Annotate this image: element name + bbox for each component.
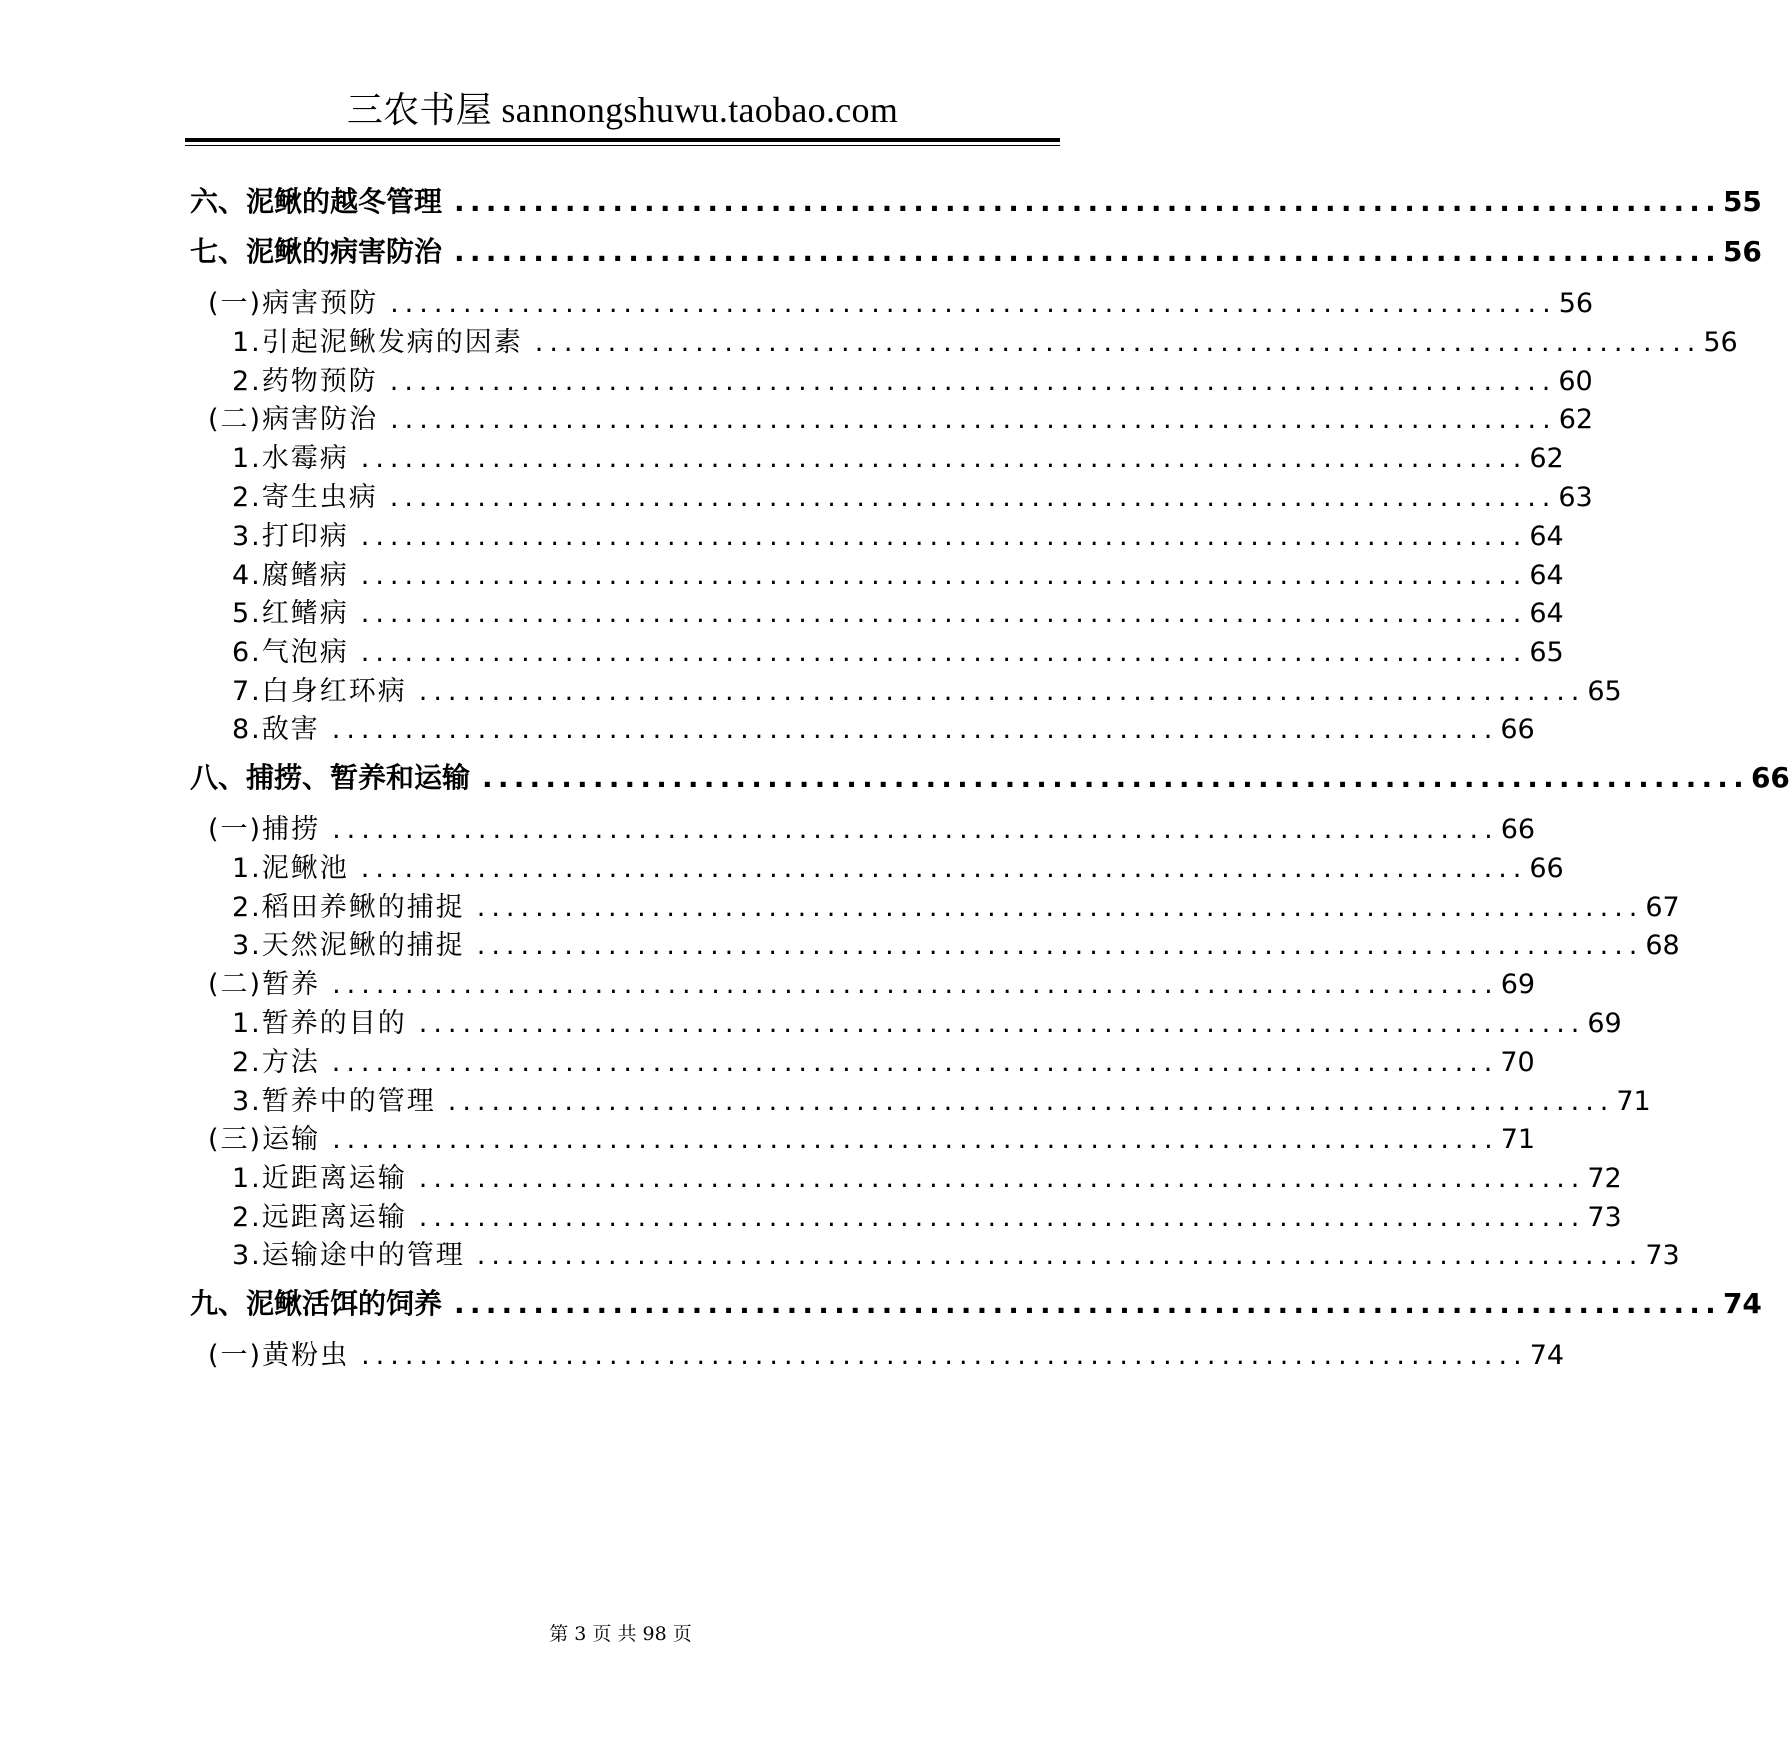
toc-entry-page: 63: [1558, 482, 1593, 513]
toc-entry-page: 66: [1750, 761, 1790, 794]
toc-entry-label: 1.水霉病: [232, 443, 349, 474]
toc-entry-label: 八、捕捞、暂养和运输: [190, 761, 471, 794]
toc-entry: [190, 230, 1762, 270]
toc-entry: [232, 630, 1564, 668]
toc-leader-dots: ................................................................................: [360, 637, 1528, 668]
toc-entry-page: 72: [1587, 1163, 1622, 1194]
toc-entry: [232, 923, 1680, 961]
toc-entry-label: (一)黄粉虫: [208, 1340, 350, 1371]
toc-leader-dots: ................................................................................: [360, 443, 1528, 474]
toc-leader-dots: ................................................................................: [476, 1240, 1644, 1271]
toc-entry: [232, 1001, 1622, 1039]
toc-entry: [208, 1333, 1565, 1371]
toc-leader-dots: ................................................................................: [389, 366, 1557, 397]
toc-entry: [190, 180, 1762, 220]
toc-entry-page: 67: [1645, 892, 1680, 923]
toc-entry-label: 1.近距离运输: [232, 1163, 407, 1194]
toc-leader-dots: ................................................................................: [476, 930, 1644, 961]
toc-entry-label: 2.药物预防: [232, 366, 378, 397]
toc-entry-label: 1.引起泥鳅发病的因素: [232, 327, 523, 358]
toc-leader-dots: ................................................................................: [418, 1202, 1586, 1233]
toc-entry-page: 73: [1587, 1202, 1622, 1233]
toc-entry: [232, 320, 1738, 358]
toc-leader-dots: ................................................................................: [390, 288, 1557, 319]
toc-leader-dots: ................................................................................: [360, 521, 1528, 552]
toc-entry-label: 2.寄生虫病: [232, 482, 378, 513]
toc-entry-page: 64: [1529, 521, 1564, 552]
toc-entry: [232, 591, 1564, 629]
toc-leader-dots: ................................................................................: [418, 1008, 1586, 1039]
toc-leader-dots: ................................................................................: [454, 1287, 1721, 1320]
toc-entry-label: 九、泥鳅活饵的饲养: [190, 1287, 443, 1320]
toc-leader-dots: ................................................................................: [454, 235, 1721, 268]
toc-entry: [190, 1282, 1762, 1322]
toc-entry: [208, 807, 1536, 845]
toc-entry-label: 3.天然泥鳅的捕捉: [232, 930, 465, 961]
toc-leader-dots: ................................................................................: [534, 327, 1702, 358]
toc-leader-dots: ................................................................................: [360, 560, 1528, 591]
toc-entry-label: 8.敌害: [232, 714, 320, 745]
page-footer: 第 3 页 共 98 页: [549, 1623, 692, 1645]
toc-entry-page: 66: [1500, 714, 1535, 745]
toc-entry: [208, 397, 1594, 435]
toc-entry-page: 66: [1529, 853, 1564, 884]
toc-entry: [232, 514, 1564, 552]
toc-entry: [232, 885, 1680, 923]
toc-entry-label: 3.运输途中的管理: [232, 1240, 465, 1271]
toc-entry: [232, 1040, 1535, 1078]
toc-entry-label: 1.泥鳅池: [232, 853, 349, 884]
toc-entry-label: 六、泥鳅的越冬管理: [190, 185, 443, 218]
toc-entry-label: 七、泥鳅的病害防治: [190, 235, 443, 268]
toc-entry-page: 62: [1558, 404, 1594, 435]
toc-leader-dots: ................................................................................: [332, 814, 1499, 845]
toc-entry: [232, 669, 1622, 707]
toc-leader-dots: ................................................................................: [454, 185, 1721, 218]
toc-entry-page: 56: [1703, 327, 1738, 358]
toc-entry-page: 69: [1587, 1008, 1622, 1039]
toc-leader-dots: ................................................................................: [476, 892, 1644, 923]
toc-entry-page: 55: [1722, 185, 1762, 218]
toc-entry-label: (一)捕捞: [208, 814, 321, 845]
toc-entry-label: 7.白身红环病: [232, 676, 407, 707]
toc-entry-page: 74: [1722, 1287, 1762, 1320]
toc-entry-label: 5.红鳍病: [232, 598, 349, 629]
toc-entry: [232, 1195, 1622, 1233]
toc-leader-dots: ................................................................................: [389, 482, 1557, 513]
toc-entry: [232, 553, 1564, 591]
toc-entry-page: 64: [1529, 598, 1564, 629]
toc-entry-page: 66: [1500, 814, 1536, 845]
toc-entry-page: 65: [1587, 676, 1622, 707]
toc-entry-label: 2.远距离运输: [232, 1202, 407, 1233]
toc-entry-label: 2.稻田养鳅的捕捉: [232, 892, 465, 923]
toc-leader-dots: ................................................................................: [331, 714, 1499, 745]
toc-leader-dots: ................................................................................: [482, 761, 1749, 794]
toc-entry-page: 62: [1529, 443, 1564, 474]
toc-entry: [208, 962, 1536, 1000]
toc-entry: [232, 846, 1564, 884]
toc-entry-page: 69: [1500, 969, 1536, 1000]
toc-leader-dots: ................................................................................: [447, 1086, 1615, 1117]
toc-entry-page: 64: [1529, 560, 1564, 591]
toc-entry-label: 2.方法: [232, 1047, 320, 1078]
toc-entry: [208, 1117, 1536, 1155]
toc-entry-page: 70: [1500, 1047, 1535, 1078]
toc-entry: [232, 1156, 1622, 1194]
toc-leader-dots: ................................................................................: [332, 1124, 1499, 1155]
toc-leader-dots: ................................................................................: [390, 404, 1557, 435]
toc-entry-page: 71: [1616, 1086, 1651, 1117]
toc-entry: [232, 475, 1593, 513]
toc-entry-label: 3.打印病: [232, 521, 349, 552]
toc-entry: [232, 436, 1564, 474]
toc-entry-label: (三)运输: [208, 1124, 321, 1155]
toc-entry-label: (二)病害防治: [208, 404, 379, 435]
toc-leader-dots: ................................................................................: [360, 853, 1528, 884]
toc-entry-page: 73: [1645, 1240, 1680, 1271]
toc-leader-dots: ................................................................................: [331, 1047, 1499, 1078]
toc-leader-dots: ................................................................................: [418, 1163, 1586, 1194]
toc-entry-page: 60: [1558, 366, 1593, 397]
toc-entry-label: 6.气泡病: [232, 637, 349, 668]
toc-entry-label: 1.暂养的目的: [232, 1008, 407, 1039]
toc-leader-dots: ................................................................................: [360, 598, 1528, 629]
toc-leader-dots: ................................................................................: [418, 676, 1586, 707]
toc-entry: [208, 281, 1594, 319]
toc-entry-page: 56: [1558, 288, 1594, 319]
toc-entry-label: (二)暂养: [208, 969, 321, 1000]
toc-entry-page: 68: [1645, 930, 1680, 961]
toc-entry: [232, 1079, 1651, 1117]
toc-entry-label: 4.腐鳍病: [232, 560, 349, 591]
toc-entry: [232, 359, 1593, 397]
toc-entry-page: 71: [1500, 1124, 1536, 1155]
toc-entry: [190, 756, 1790, 796]
toc-entry: [232, 707, 1535, 745]
toc-entry-label: (一)病害预防: [208, 288, 379, 319]
toc-entry-page: 56: [1722, 235, 1762, 268]
toc-entry: [232, 1233, 1680, 1271]
toc-entry-page: 65: [1529, 637, 1564, 668]
toc-leader-dots: ................................................................................: [361, 1340, 1528, 1371]
toc-entry-label: 3.暂养中的管理: [232, 1086, 436, 1117]
toc-entry-page: 74: [1529, 1340, 1565, 1371]
page-header-title: 三农书屋 sannongshuwu.taobao.com: [346, 90, 899, 130]
toc-leader-dots: ................................................................................: [332, 969, 1499, 1000]
